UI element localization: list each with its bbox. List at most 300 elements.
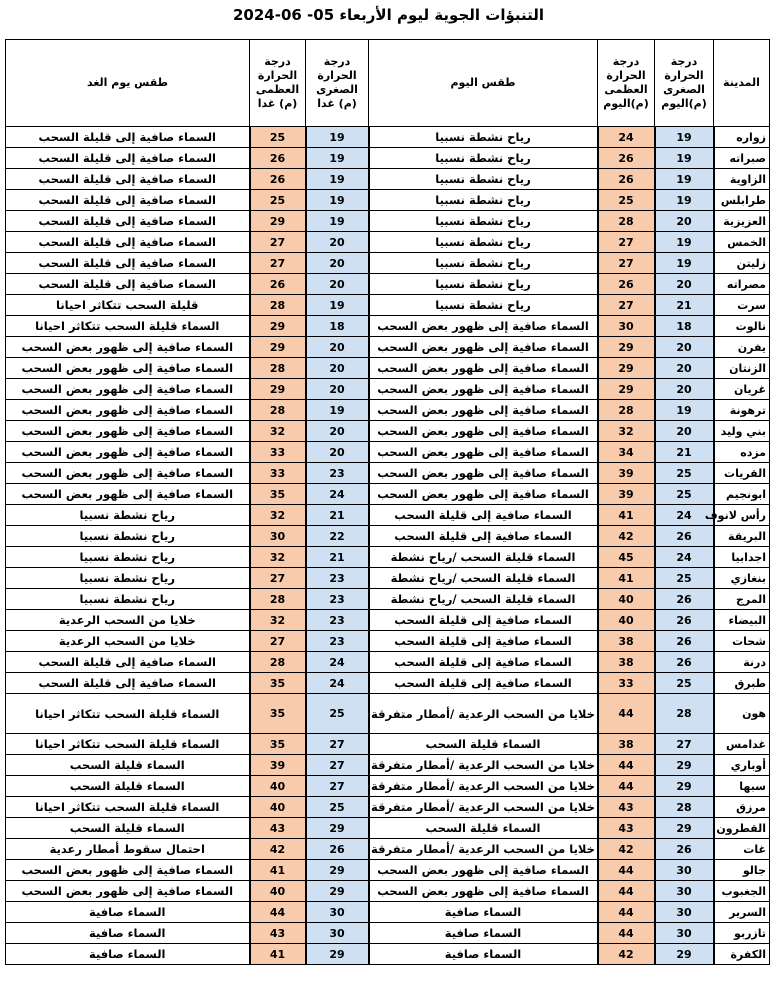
city-cell: السرير <box>714 902 770 923</box>
table-row <box>6 652 770 673</box>
max-tomorrow-cell: 40 <box>250 881 306 902</box>
city-cell: سرت <box>714 295 770 316</box>
weather-tomorrow-cell: السماء قليلة السحب <box>6 776 250 797</box>
table-row <box>6 526 770 547</box>
table-row <box>6 253 770 274</box>
min-tomorrow-cell: 23 <box>306 631 369 652</box>
min-tomorrow-cell: 26 <box>306 839 369 860</box>
min-tomorrow-cell: 19 <box>306 295 369 316</box>
min-today-cell: 19 <box>655 127 714 148</box>
min-tomorrow-cell: 29 <box>306 860 369 881</box>
city-cell: البيضاء <box>714 610 770 631</box>
table-row <box>6 211 770 232</box>
max-today-cell: 25 <box>598 190 655 211</box>
min-today-cell: 25 <box>655 484 714 505</box>
table-row <box>6 484 770 505</box>
weather-tomorrow-cell: رياح نشطة نسبيا <box>6 589 250 610</box>
weather-today-cell: رياح نشطة نسبيا <box>369 190 598 211</box>
min-tomorrow-cell: 20 <box>306 379 369 400</box>
min-today-cell: 19 <box>655 232 714 253</box>
max-tomorrow-cell: 28 <box>250 589 306 610</box>
min-today-cell: 30 <box>655 881 714 902</box>
max-today-cell: 38 <box>598 734 655 755</box>
min-today-cell: 26 <box>655 526 714 547</box>
header-weather-today: طقس اليوم <box>369 40 598 127</box>
weather-tomorrow-cell: السماء صافية <box>6 923 250 944</box>
max-tomorrow-cell: 32 <box>250 547 306 568</box>
max-today-cell: 41 <box>598 505 655 526</box>
weather-today-cell: السماء صافية إلى ظهور بعض السحب <box>369 484 598 505</box>
city-cell: الجغبوب <box>714 881 770 902</box>
city-cell: الزاوية <box>714 169 770 190</box>
table-row <box>6 232 770 253</box>
min-tomorrow-cell: 23 <box>306 589 369 610</box>
min-tomorrow-cell: 27 <box>306 755 369 776</box>
min-today-cell: 26 <box>655 589 714 610</box>
max-tomorrow-cell: 35 <box>250 673 306 694</box>
weather-today-cell: السماء صافية إلى ظهور بعض السحب <box>369 442 598 463</box>
max-tomorrow-cell: 28 <box>250 400 306 421</box>
max-tomorrow-cell: 25 <box>250 127 306 148</box>
weather-tomorrow-cell: السماء قليلة السحب تتكاثر احيانا <box>6 316 250 337</box>
weather-tomorrow-cell: السماء صافية إلى ظهور بعض السحب <box>6 400 250 421</box>
max-today-cell: 29 <box>598 337 655 358</box>
city-cell: غات <box>714 839 770 860</box>
min-tomorrow-cell: 21 <box>306 547 369 568</box>
max-tomorrow-cell: 43 <box>250 923 306 944</box>
max-today-cell: 34 <box>598 442 655 463</box>
max-today-cell: 32 <box>598 421 655 442</box>
header-max-today: درجة الحرارة العظمى (م)اليوم <box>598 40 655 127</box>
max-today-cell: 44 <box>598 694 655 734</box>
max-tomorrow-cell: 29 <box>250 337 306 358</box>
weather-tomorrow-cell: السماء قليلة السحب تتكاثر احيانا <box>6 694 250 734</box>
max-tomorrow-cell: 28 <box>250 652 306 673</box>
min-today-cell: 26 <box>655 610 714 631</box>
table-row <box>6 379 770 400</box>
weather-today-cell: خلايا من السحب الرعدية /أمطار متفرقة <box>369 694 598 734</box>
city-cell: شحات <box>714 631 770 652</box>
max-tomorrow-cell: 29 <box>250 211 306 232</box>
max-today-cell: 27 <box>598 253 655 274</box>
max-today-cell: 29 <box>598 358 655 379</box>
min-tomorrow-cell: 29 <box>306 944 369 965</box>
max-today-cell: 26 <box>598 148 655 169</box>
weather-today-cell: السماء صافية إلى قليلة السحب <box>369 652 598 673</box>
city-cell: ترهونة <box>714 400 770 421</box>
weather-tomorrow-cell: احتمال سقوط أمطار رعدية <box>6 839 250 860</box>
city-cell: القطرون <box>714 818 770 839</box>
weather-tomorrow-cell: السماء صافية إلى ظهور بعض السحب <box>6 442 250 463</box>
max-tomorrow-cell: 32 <box>250 421 306 442</box>
max-today-cell: 28 <box>598 211 655 232</box>
max-today-cell: 26 <box>598 274 655 295</box>
table-row <box>6 148 770 169</box>
max-today-cell: 44 <box>598 923 655 944</box>
table-row <box>6 944 770 965</box>
forecast-table <box>5 39 770 965</box>
city-cell: تازربو <box>714 923 770 944</box>
header-row <box>6 40 770 127</box>
header-city: المدينة <box>714 40 770 127</box>
max-today-cell: 45 <box>598 547 655 568</box>
min-tomorrow-cell: 24 <box>306 652 369 673</box>
min-tomorrow-cell: 20 <box>306 337 369 358</box>
max-today-cell: 33 <box>598 673 655 694</box>
city-cell: جالو <box>714 860 770 881</box>
weather-today-cell: السماء صافية <box>369 902 598 923</box>
city-cell: مرزق <box>714 797 770 818</box>
city-cell: الخمس <box>714 232 770 253</box>
weather-today-cell: السماء قليلة السحب /رياح نشطة <box>369 589 598 610</box>
min-today-cell: 18 <box>655 316 714 337</box>
weather-today-cell: السماء صافية إلى قليلة السحب <box>369 610 598 631</box>
weather-today-cell: السماء صافية إلى قليلة السحب <box>369 673 598 694</box>
header-min-today: درجة الحرارة الصغرى (م)اليوم <box>655 40 714 127</box>
weather-tomorrow-cell: رياح نشطة نسبيا <box>6 526 250 547</box>
min-today-cell: 28 <box>655 797 714 818</box>
max-today-cell: 27 <box>598 295 655 316</box>
table-row <box>6 337 770 358</box>
max-today-cell: 30 <box>598 316 655 337</box>
max-tomorrow-cell: 42 <box>250 839 306 860</box>
weather-today-cell: السماء صافية <box>369 923 598 944</box>
min-tomorrow-cell: 29 <box>306 881 369 902</box>
weather-today-cell: السماء صافية إلى ظهور بعض السحب <box>369 358 598 379</box>
weather-tomorrow-cell: السماء صافية إلى قليلة السحب <box>6 148 250 169</box>
max-tomorrow-cell: 35 <box>250 484 306 505</box>
table-row <box>6 421 770 442</box>
city-cell: زواره <box>714 127 770 148</box>
max-today-cell: 44 <box>598 755 655 776</box>
min-today-cell: 30 <box>655 860 714 881</box>
weather-today-cell: خلايا من السحب الرعدية /أمطار متفرقة <box>369 776 598 797</box>
city-cell: بني وليد <box>714 421 770 442</box>
min-today-cell: 30 <box>655 923 714 944</box>
max-today-cell: 29 <box>598 379 655 400</box>
weather-today-cell: رياح نشطة نسبيا <box>369 148 598 169</box>
table-row <box>6 505 770 526</box>
min-today-cell: 20 <box>655 211 714 232</box>
max-today-cell: 42 <box>598 944 655 965</box>
weather-tomorrow-cell: السماء صافية إلى ظهور بعض السحب <box>6 337 250 358</box>
min-tomorrow-cell: 22 <box>306 526 369 547</box>
min-tomorrow-cell: 19 <box>306 211 369 232</box>
city-cell: المرج <box>714 589 770 610</box>
weather-tomorrow-cell: خلايا من السحب الرعدية <box>6 610 250 631</box>
table-row <box>6 694 770 734</box>
weather-tomorrow-cell: السماء صافية إلى ظهور بعض السحب <box>6 463 250 484</box>
max-tomorrow-cell: 43 <box>250 818 306 839</box>
city-cell: درنة <box>714 652 770 673</box>
max-today-cell: 44 <box>598 902 655 923</box>
max-today-cell: 44 <box>598 860 655 881</box>
weather-tomorrow-cell: السماء صافية إلى ظهور بعض السحب <box>6 860 250 881</box>
min-today-cell: 30 <box>655 902 714 923</box>
city-cell: الكفرة <box>714 944 770 965</box>
city-cell: صبراته <box>714 148 770 169</box>
max-tomorrow-cell: 35 <box>250 734 306 755</box>
weather-tomorrow-cell: رياح نشطة نسبيا <box>6 505 250 526</box>
min-tomorrow-cell: 19 <box>306 148 369 169</box>
weather-today-cell: السماء صافية إلى ظهور بعض السحب <box>369 337 598 358</box>
page-title: التنبؤات الجوية ليوم الأربعاء 05- 06-2024 <box>232 6 545 24</box>
max-tomorrow-cell: 40 <box>250 797 306 818</box>
min-tomorrow-cell: 20 <box>306 421 369 442</box>
max-tomorrow-cell: 30 <box>250 526 306 547</box>
min-tomorrow-cell: 19 <box>306 127 369 148</box>
weather-today-cell: رياح نشطة نسبيا <box>369 253 598 274</box>
min-today-cell: 21 <box>655 442 714 463</box>
weather-tomorrow-cell: السماء صافية إلى ظهور بعض السحب <box>6 358 250 379</box>
city-cell: نالوت <box>714 316 770 337</box>
max-tomorrow-cell: 32 <box>250 610 306 631</box>
weather-today-cell: رياح نشطة نسبيا <box>369 232 598 253</box>
table-row <box>6 295 770 316</box>
min-tomorrow-cell: 29 <box>306 818 369 839</box>
min-today-cell: 29 <box>655 776 714 797</box>
min-today-cell: 25 <box>655 568 714 589</box>
max-tomorrow-cell: 27 <box>250 568 306 589</box>
weather-today-cell: السماء صافية إلى قليلة السحب <box>369 631 598 652</box>
city-cell: هون <box>714 694 770 734</box>
city-cell: البريقة <box>714 526 770 547</box>
city-cell: طبرق <box>714 673 770 694</box>
weather-tomorrow-cell: السماء صافية إلى قليلة السحب <box>6 274 250 295</box>
weather-tomorrow-cell: السماء قليلة السحب تتكاثر احيانا <box>6 797 250 818</box>
table-row <box>6 127 770 148</box>
min-tomorrow-cell: 19 <box>306 400 369 421</box>
min-today-cell: 25 <box>655 673 714 694</box>
table-row <box>6 358 770 379</box>
table-row <box>6 797 770 818</box>
min-tomorrow-cell: 20 <box>306 232 369 253</box>
max-today-cell: 43 <box>598 797 655 818</box>
city-cell: الزنتان <box>714 358 770 379</box>
header-weather-tomorrow: طقس يوم الغد <box>6 40 250 127</box>
min-today-cell: 19 <box>655 253 714 274</box>
weather-tomorrow-cell: رياح نشطة نسبيا <box>6 568 250 589</box>
table-row <box>6 463 770 484</box>
weather-today-cell: السماء قليلة السحب <box>369 734 598 755</box>
max-tomorrow-cell: 41 <box>250 944 306 965</box>
min-tomorrow-cell: 27 <box>306 734 369 755</box>
city-cell: العزيزية <box>714 211 770 232</box>
max-today-cell: 39 <box>598 484 655 505</box>
min-tomorrow-cell: 20 <box>306 358 369 379</box>
weather-tomorrow-cell: السماء صافية <box>6 944 250 965</box>
table-row <box>6 631 770 652</box>
min-today-cell: 20 <box>655 379 714 400</box>
max-today-cell: 44 <box>598 881 655 902</box>
table-row <box>6 169 770 190</box>
min-tomorrow-cell: 20 <box>306 253 369 274</box>
max-today-cell: 38 <box>598 631 655 652</box>
weather-today-cell: خلايا من السحب الرعدية /أمطار متفرقة <box>369 839 598 860</box>
max-tomorrow-cell: 39 <box>250 755 306 776</box>
max-tomorrow-cell: 26 <box>250 169 306 190</box>
table-row <box>6 734 770 755</box>
weather-today-cell: خلايا من السحب الرعدية /أمطار متفرقة <box>369 797 598 818</box>
table-row <box>6 923 770 944</box>
city-cell: ابونجيم <box>714 484 770 505</box>
weather-today-cell: رياح نشطة نسبيا <box>369 295 598 316</box>
min-today-cell: 27 <box>655 734 714 755</box>
min-tomorrow-cell: 30 <box>306 902 369 923</box>
max-tomorrow-cell: 40 <box>250 776 306 797</box>
max-tomorrow-cell: 26 <box>250 148 306 169</box>
min-tomorrow-cell: 20 <box>306 274 369 295</box>
min-tomorrow-cell: 19 <box>306 169 369 190</box>
table-row <box>6 274 770 295</box>
min-today-cell: 29 <box>655 755 714 776</box>
min-tomorrow-cell: 18 <box>306 316 369 337</box>
min-tomorrow-cell: 30 <box>306 923 369 944</box>
max-tomorrow-cell: 44 <box>250 902 306 923</box>
weather-tomorrow-cell: السماء صافية إلى قليلة السحب <box>6 652 250 673</box>
min-today-cell: 21 <box>655 295 714 316</box>
weather-tomorrow-cell: السماء صافية إلى ظهور بعض السحب <box>6 881 250 902</box>
min-tomorrow-cell: 20 <box>306 442 369 463</box>
min-tomorrow-cell: 25 <box>306 797 369 818</box>
min-tomorrow-cell: 24 <box>306 484 369 505</box>
weather-today-cell: رياح نشطة نسبيا <box>369 169 598 190</box>
table-row <box>6 881 770 902</box>
max-tomorrow-cell: 27 <box>250 253 306 274</box>
table-row <box>6 547 770 568</box>
weather-today-cell: السماء صافية إلى ظهور بعض السحب <box>369 860 598 881</box>
weather-tomorrow-cell: خلايا من السحب الرعدية <box>6 631 250 652</box>
city-cell: أوباري <box>714 755 770 776</box>
max-tomorrow-cell: 33 <box>250 463 306 484</box>
city-cell: طرابلس <box>714 190 770 211</box>
max-today-cell: 39 <box>598 463 655 484</box>
city-cell: زليتن <box>714 253 770 274</box>
table-row <box>6 839 770 860</box>
weather-tomorrow-cell: السماء صافية إلى قليلة السحب <box>6 211 250 232</box>
header-min-tomorrow: درجة الحرارة الصغرى (م) غدا <box>306 40 369 127</box>
min-today-cell: 20 <box>655 274 714 295</box>
weather-today-cell: السماء قليلة السحب <box>369 818 598 839</box>
weather-today-cell: رياح نشطة نسبيا <box>369 127 598 148</box>
max-today-cell: 28 <box>598 400 655 421</box>
city-cell: سبها <box>714 776 770 797</box>
max-tomorrow-cell: 32 <box>250 505 306 526</box>
max-tomorrow-cell: 27 <box>250 631 306 652</box>
max-today-cell: 42 <box>598 839 655 860</box>
min-tomorrow-cell: 25 <box>306 694 369 734</box>
weather-today-cell: السماء صافية إلى ظهور بعض السحب <box>369 379 598 400</box>
weather-today-cell: السماء قليلة السحب /رياح نشطة <box>369 547 598 568</box>
forecast-rows <box>6 127 770 965</box>
city-cell: القريات <box>714 463 770 484</box>
min-tomorrow-cell: 23 <box>306 568 369 589</box>
max-tomorrow-cell: 35 <box>250 694 306 734</box>
table-row <box>6 589 770 610</box>
table-row <box>6 442 770 463</box>
weather-today-cell: السماء صافية إلى ظهور بعض السحب <box>369 400 598 421</box>
weather-tomorrow-cell: السماء صافية <box>6 902 250 923</box>
table-row <box>6 902 770 923</box>
max-today-cell: 42 <box>598 526 655 547</box>
min-today-cell: 29 <box>655 944 714 965</box>
max-today-cell: 41 <box>598 568 655 589</box>
min-tomorrow-cell: 23 <box>306 463 369 484</box>
weather-tomorrow-cell: السماء قليلة السحب تتكاثر احيانا <box>6 734 250 755</box>
weather-tomorrow-cell: قليلة السحب تتكاثر احيانا <box>6 295 250 316</box>
table-row <box>6 610 770 631</box>
table-row <box>6 860 770 881</box>
max-today-cell: 40 <box>598 610 655 631</box>
min-today-cell: 28 <box>655 694 714 734</box>
weather-tomorrow-cell: السماء صافية إلى قليلة السحب <box>6 127 250 148</box>
city-cell: بنغازي <box>714 568 770 589</box>
min-today-cell: 26 <box>655 839 714 860</box>
weather-today-cell: السماء صافية إلى ظهور بعض السحب <box>369 421 598 442</box>
min-today-cell: 19 <box>655 400 714 421</box>
header-max-tomorrow: درجة الحرارة العظمى (م) غدا <box>250 40 306 127</box>
weather-today-cell: السماء صافية إلى قليلة السحب <box>369 505 598 526</box>
max-today-cell: 43 <box>598 818 655 839</box>
max-tomorrow-cell: 28 <box>250 295 306 316</box>
table-row <box>6 568 770 589</box>
weather-today-cell: السماء صافية إلى ظهور بعض السحب <box>369 881 598 902</box>
weather-today-cell: رياح نشطة نسبيا <box>369 211 598 232</box>
city-cell: رأس لانوف <box>714 505 770 526</box>
city-cell: غدامس <box>714 734 770 755</box>
min-today-cell: 24 <box>655 505 714 526</box>
city-cell: اجدابيا <box>714 547 770 568</box>
max-today-cell: 38 <box>598 652 655 673</box>
weather-tomorrow-cell: السماء صافية إلى قليلة السحب <box>6 190 250 211</box>
max-tomorrow-cell: 29 <box>250 379 306 400</box>
table-row <box>6 818 770 839</box>
max-today-cell: 40 <box>598 589 655 610</box>
weather-today-cell: خلايا من السحب الرعدية /أمطار متفرقة <box>369 755 598 776</box>
min-today-cell: 25 <box>655 463 714 484</box>
table-row <box>6 316 770 337</box>
weather-today-cell: السماء قليلة السحب /رياح نشطة <box>369 568 598 589</box>
min-tomorrow-cell: 23 <box>306 610 369 631</box>
weather-tomorrow-cell: السماء صافية إلى قليلة السحب <box>6 169 250 190</box>
max-today-cell: 44 <box>598 776 655 797</box>
max-tomorrow-cell: 26 <box>250 274 306 295</box>
max-tomorrow-cell: 27 <box>250 232 306 253</box>
min-today-cell: 20 <box>655 421 714 442</box>
min-today-cell: 20 <box>655 358 714 379</box>
weather-today-cell: السماء صافية <box>369 944 598 965</box>
weather-tomorrow-cell: السماء صافية إلى ظهور بعض السحب <box>6 421 250 442</box>
max-tomorrow-cell: 41 <box>250 860 306 881</box>
min-today-cell: 19 <box>655 148 714 169</box>
weather-tomorrow-cell: رياح نشطة نسبيا <box>6 547 250 568</box>
weather-tomorrow-cell: السماء صافية إلى قليلة السحب <box>6 232 250 253</box>
weather-tomorrow-cell: السماء قليلة السحب <box>6 818 250 839</box>
min-tomorrow-cell: 27 <box>306 776 369 797</box>
weather-tomorrow-cell: السماء صافية إلى قليلة السحب <box>6 673 250 694</box>
table-row <box>6 673 770 694</box>
weather-today-cell: رياح نشطة نسبيا <box>369 274 598 295</box>
table-row <box>6 190 770 211</box>
min-today-cell: 19 <box>655 190 714 211</box>
max-tomorrow-cell: 29 <box>250 316 306 337</box>
min-today-cell: 20 <box>655 337 714 358</box>
table-row <box>6 755 770 776</box>
max-tomorrow-cell: 28 <box>250 358 306 379</box>
min-today-cell: 26 <box>655 631 714 652</box>
max-tomorrow-cell: 33 <box>250 442 306 463</box>
city-cell: يفرن <box>714 337 770 358</box>
